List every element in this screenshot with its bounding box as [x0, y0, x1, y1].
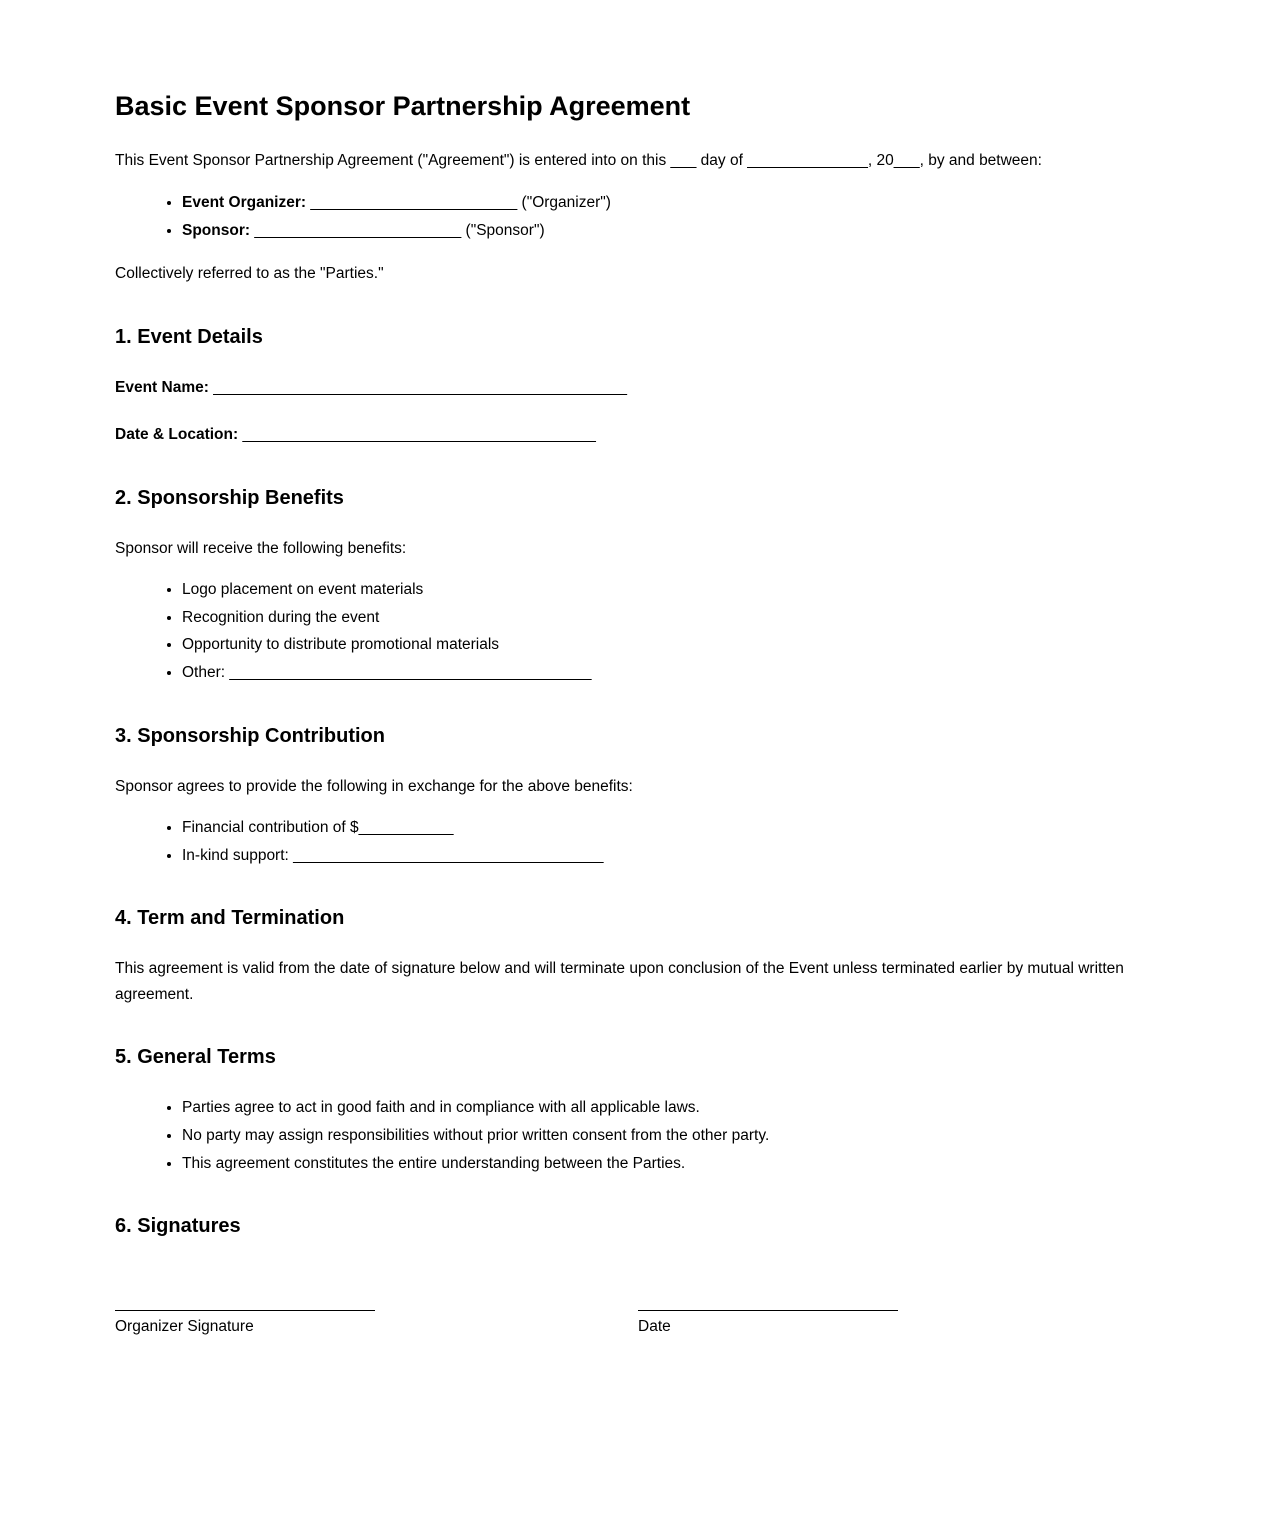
party-blank-line: ________________________: [310, 193, 518, 211]
contribution-item-financial: • Financial contribution of $___________: [182, 815, 1148, 841]
field-blank-line: ________________________________________________: [213, 378, 627, 396]
party-item-organizer: [182, 190, 1148, 216]
section-1-heading: 1. Event Details: [115, 325, 263, 348]
field-label: Event Name:: [115, 378, 209, 396]
term-item: • Parties agree to act in good faith and in compliance with all applicable laws.: [182, 1095, 1148, 1121]
contribution-item-inkind: • In-kind support: ____________________________________: [182, 843, 1148, 869]
field-event-name: [115, 375, 1148, 401]
contributions-list: [115, 815, 1148, 868]
party-label: Sponsor:: [182, 221, 251, 239]
section-4-body: This agreement is valid from the date of signature below and will terminate upon conclusion of the Event unless terminated earlier by mutual written agreement.: [115, 960, 1124, 1003]
signature-line: [638, 1310, 898, 1311]
section-2-heading: 2. Sponsorship Benefits: [115, 486, 344, 509]
intro-paragraph: This Event Sponsor Partnership Agreement ("Agreement") is entered into on this ___ day of ______________, 20___, by and between:: [115, 152, 1042, 170]
collective-note: Collectively referred to as the "Parties.": [115, 265, 384, 283]
field-blank-line: _________________________________________: [242, 426, 596, 444]
party-suffix: ("Sponsor"): [465, 221, 545, 239]
benefits-list: [115, 577, 1148, 685]
document-title: Basic Event Sponsor Partnership Agreement: [115, 91, 691, 121]
term-item: • This agreement constitutes the entire understanding between the Parties.: [182, 1151, 1148, 1177]
benefit-item: • Logo placement on event materials: [182, 577, 1148, 603]
section-5-heading: 5. General Terms: [115, 1046, 276, 1069]
benefit-item: • Recognition during the event: [182, 605, 1148, 631]
parties-list: [115, 190, 1148, 243]
signature-label: Date: [638, 1318, 671, 1336]
signature-line: [115, 1310, 375, 1311]
benefit-item-other: • Other: __________________________________________: [182, 660, 1148, 686]
party-blank-line: ________________________: [254, 221, 462, 239]
party-suffix: ("Organizer"): [521, 193, 611, 211]
terms-list: [115, 1095, 1148, 1176]
signature-row: [115, 1310, 1148, 1337]
section-3-heading: 3. Sponsorship Contribution: [115, 724, 385, 747]
term-item: • No party may assign responsibilities without prior written consent from the other party.: [182, 1123, 1148, 1149]
section-6-heading: 6. Signatures: [115, 1215, 241, 1238]
benefit-item: • Opportunity to distribute promotional materials: [182, 632, 1148, 658]
section-4-heading: 4. Term and Termination: [115, 907, 345, 930]
signature-block-organizer: [115, 1310, 375, 1337]
section-2-lead: Sponsor will receive the following benefits:: [115, 539, 407, 557]
field-label: Date & Location:: [115, 426, 239, 444]
signature-label: Organizer Signature: [115, 1318, 254, 1336]
party-label: Event Organizer:: [182, 193, 307, 211]
section-3-lead: Sponsor agrees to provide the following in exchange for the above benefits:: [115, 777, 633, 795]
signature-block-date: [638, 1310, 898, 1337]
party-item-sponsor: [182, 218, 1148, 244]
field-date-location: [115, 422, 1148, 448]
